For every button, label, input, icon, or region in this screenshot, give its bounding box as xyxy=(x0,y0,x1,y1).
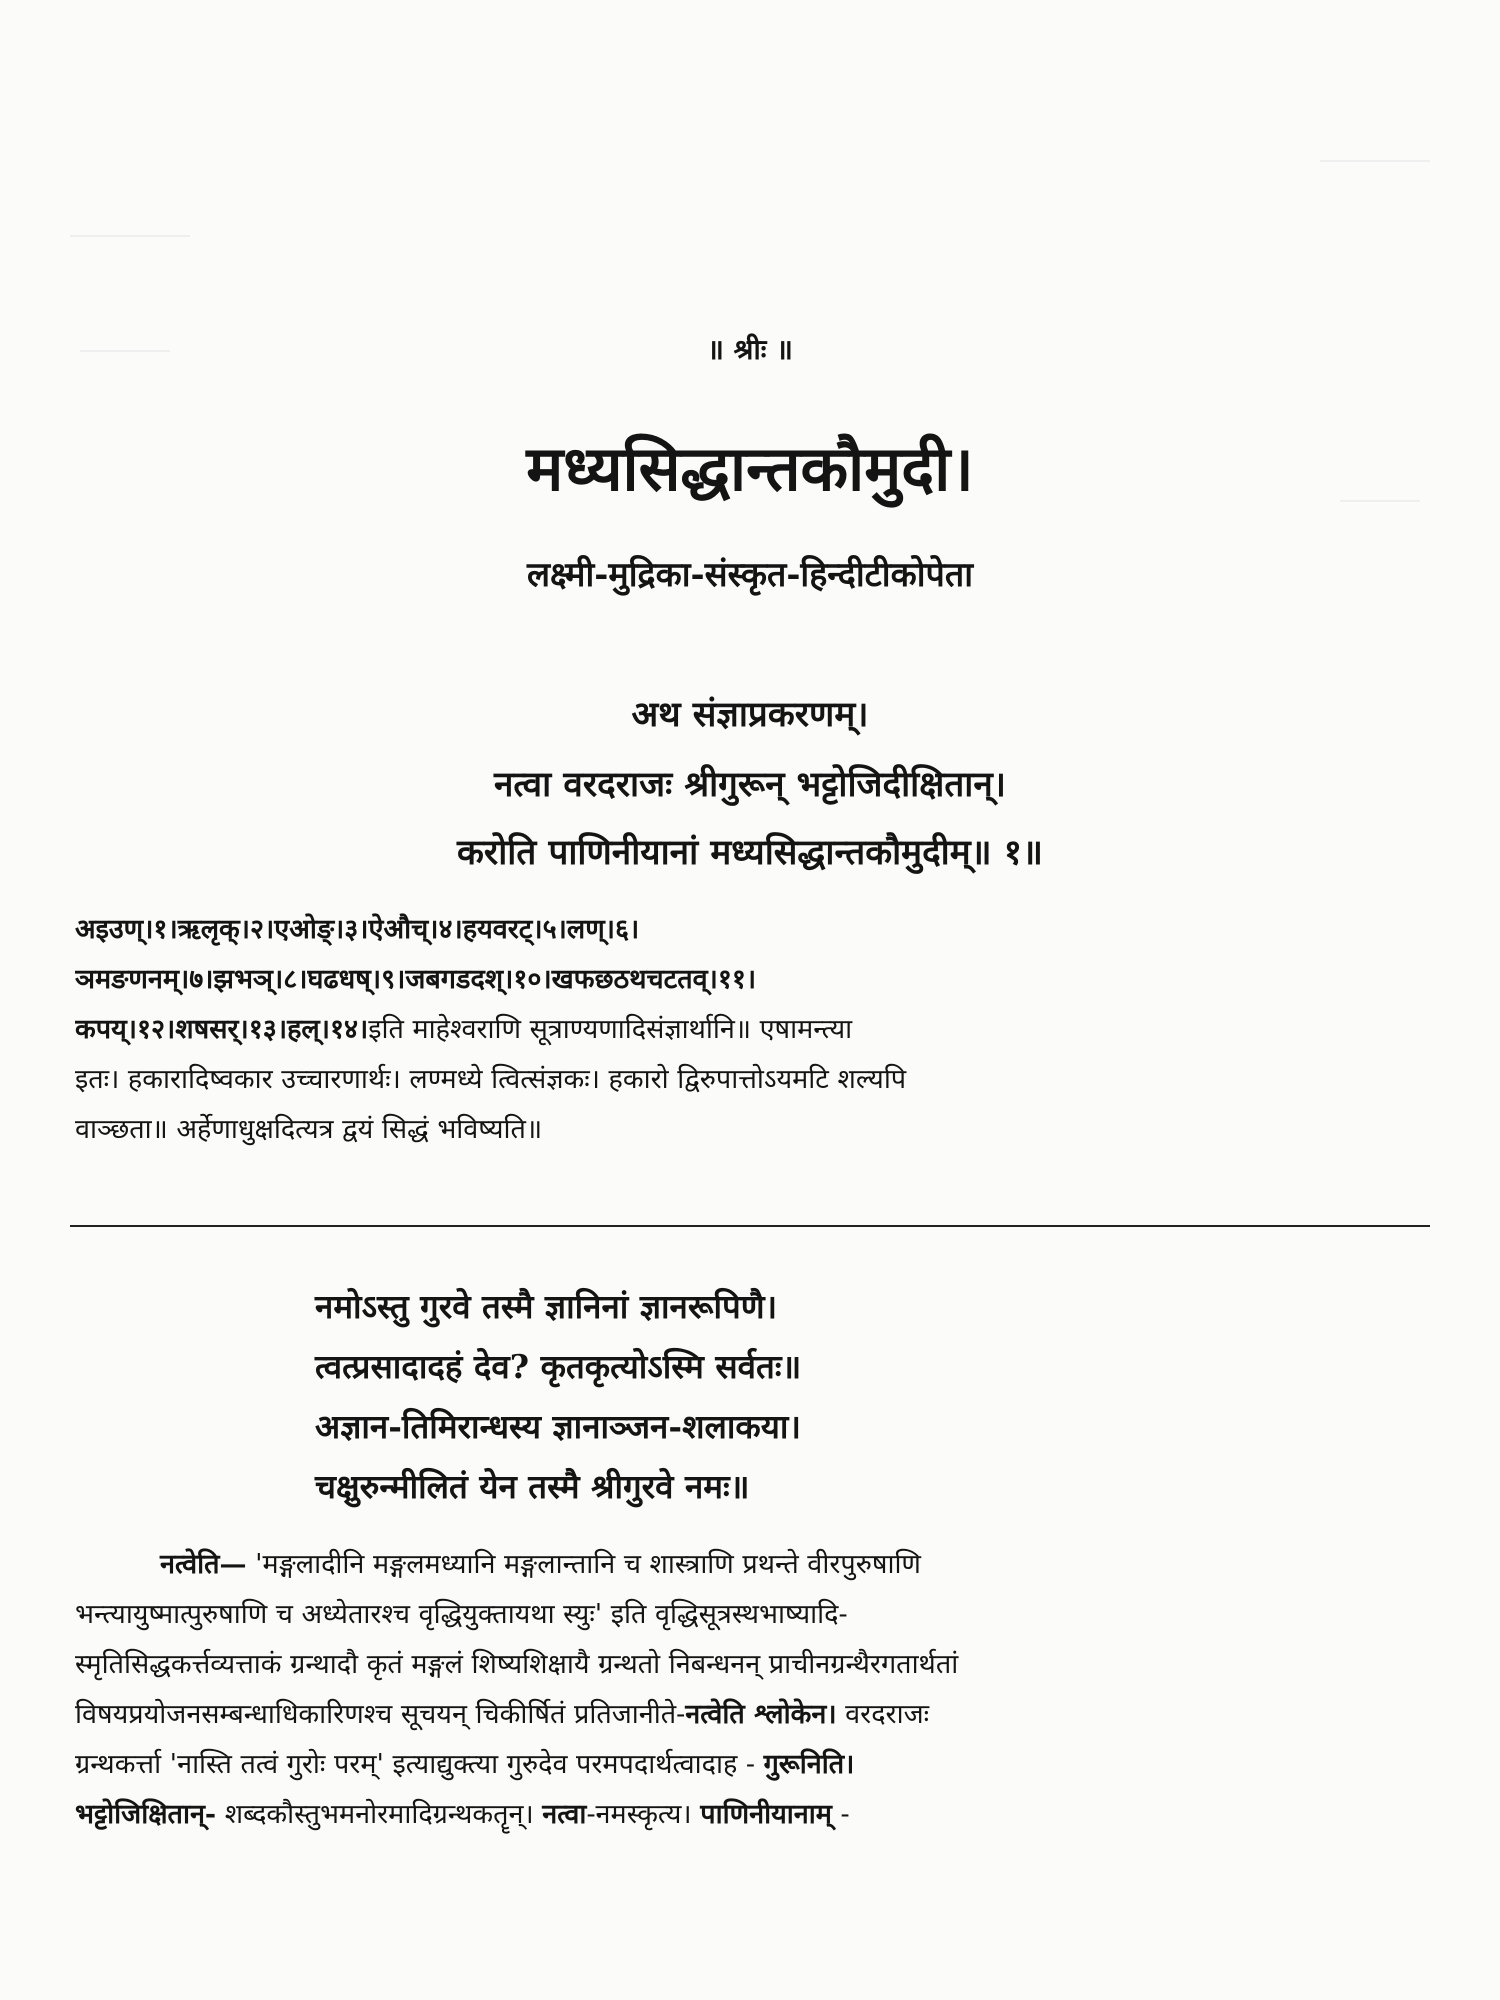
bleed-through-mark xyxy=(70,235,190,237)
opening-verse-line-1: नत्वा वरदराजः श्रीगुरून् भट्टोजिदीक्षितान्। xyxy=(493,764,1007,805)
divider xyxy=(70,1225,1430,1227)
commentary-text: ग्रन्थकर्त्ता 'नास्ति तत्वं गुरोः परम्' इत्याद्युक्त्या गुरुदेव परमपदार्थत्वादाह - xyxy=(75,1749,764,1780)
verse-line: त्वत्प्रसादादहं देव? कृतकृत्योऽस्मि सर्वतः॥ xyxy=(315,1347,802,1386)
sutra-line: अइउण्।१।ऋलृक्।२।एओङ्।३।ऐऔच्।४।हयवरट्।५।लण्।६। xyxy=(75,914,640,945)
page-title: मध्यसिद्धान्तकौमुदी। xyxy=(526,432,974,505)
commentary-line: स्मृतिसिद्धकर्त्तव्यत्ताकं ग्रन्थादौ कृतं मङ्गलं शिष्यशिक्षायै ग्रन्थतो निबन्धनन् प्राचीनग्रन्थैरगतार्थतां xyxy=(75,1649,959,1680)
commentary-bold: नत्वेति श्लोकेन। xyxy=(685,1699,837,1730)
invocation: ॥ श्रीः ॥ xyxy=(707,333,793,366)
commentary-text: 'मङ्गलादीनि मङ्गलमध्यानि मङ्गलान्तानि च शास्त्राणि प्रथन्ते वीरपुरुषाणि xyxy=(246,1549,921,1580)
sutra-line xyxy=(75,1005,1425,1055)
sutra-line: इतः। हकारादिष्वकार उच्चारणार्थः। लण्मध्ये त्वित्संज्ञकः। हकारो द्विरुपात्तोऽयमटि शल्यपि xyxy=(75,1064,907,1095)
commentary-line xyxy=(75,1540,1425,1590)
commentary-bold: नत्वेति— xyxy=(160,1549,247,1580)
verse-line: चक्षुरुन्मीलितं येन तस्मै श्रीगुरवे नमः॥ xyxy=(315,1467,750,1506)
sutra-line: ञमङणनम्।७।झभञ्।८।घढधष्।९।जबगडदश्।१०।खफछठथचटतव्।११। xyxy=(75,964,757,995)
commentary-line xyxy=(75,1690,1425,1740)
commentary-text: वरदराजः xyxy=(836,1699,930,1730)
verse-line: अज्ञान-तिमिरान्धस्य ज्ञानाञ्जन-शलाकया। xyxy=(315,1407,801,1446)
verse-line: नमोऽस्तु गुरवे तस्मै ज्ञानिनां ज्ञानरूपिणै। xyxy=(315,1287,778,1326)
commentary-text: शब्दकौस्तुभमनोरमादिग्रन्थकतॄन्। xyxy=(216,1799,543,1830)
commentary-line xyxy=(75,1740,1425,1790)
commentary-bold: पाणिनीयानाम् xyxy=(700,1799,832,1830)
commentary-text: -नमस्कृत्य। xyxy=(586,1799,701,1830)
commentary-text: विषयप्रयोजनसम्बन्धाधिकारिणश्च सूचयन् चिकीर्षितं प्रतिजानीते- xyxy=(75,1699,686,1730)
maheshvara-sutras xyxy=(75,905,1425,1155)
commentary-bold: गुरूनिति। xyxy=(763,1749,855,1780)
section-heading: अथ संज्ञाप्रकरणम्। xyxy=(631,694,869,735)
bleed-through-mark xyxy=(1320,160,1430,162)
opening-verse-line-2: करोति पाणिनीयानां मध्यसिद्धान्तकौमुदीम्॥ १॥ xyxy=(457,832,1043,873)
subtitle: लक्ष्मी-मुद्रिका-संस्कृत-हिन्दीटीकोपेता xyxy=(526,555,974,595)
commentary-bold: भट्टोजिक्षितान्- xyxy=(75,1799,217,1830)
commentary-bold: नत्वा xyxy=(542,1799,587,1830)
commentary-text: - xyxy=(831,1799,850,1830)
sutra-line: वाञ्छता॥ अर्हेणाधुक्षदित्यत्र द्वयं सिद्धं भविष्यति॥ xyxy=(75,1114,543,1145)
commentary xyxy=(75,1540,1425,1840)
sutra-bold-text: कपय्।१२।शषसर्।१३।हल्।१४। xyxy=(75,1014,369,1045)
commentary-line: भन्त्यायुष्मात्पुरुषाणि च अध्येतारश्च वृद्धियुक्तायथा स्युः' इति वृद्धिसूत्रस्थभाष्यादि- xyxy=(75,1599,848,1630)
mangala-verse xyxy=(315,1277,1215,1517)
commentary-line xyxy=(75,1790,1425,1840)
sutra-text: इति माहेश्वराणि सूत्राण्यणादिसंज्ञार्थानि॥ एषामन्त्या xyxy=(368,1014,853,1045)
